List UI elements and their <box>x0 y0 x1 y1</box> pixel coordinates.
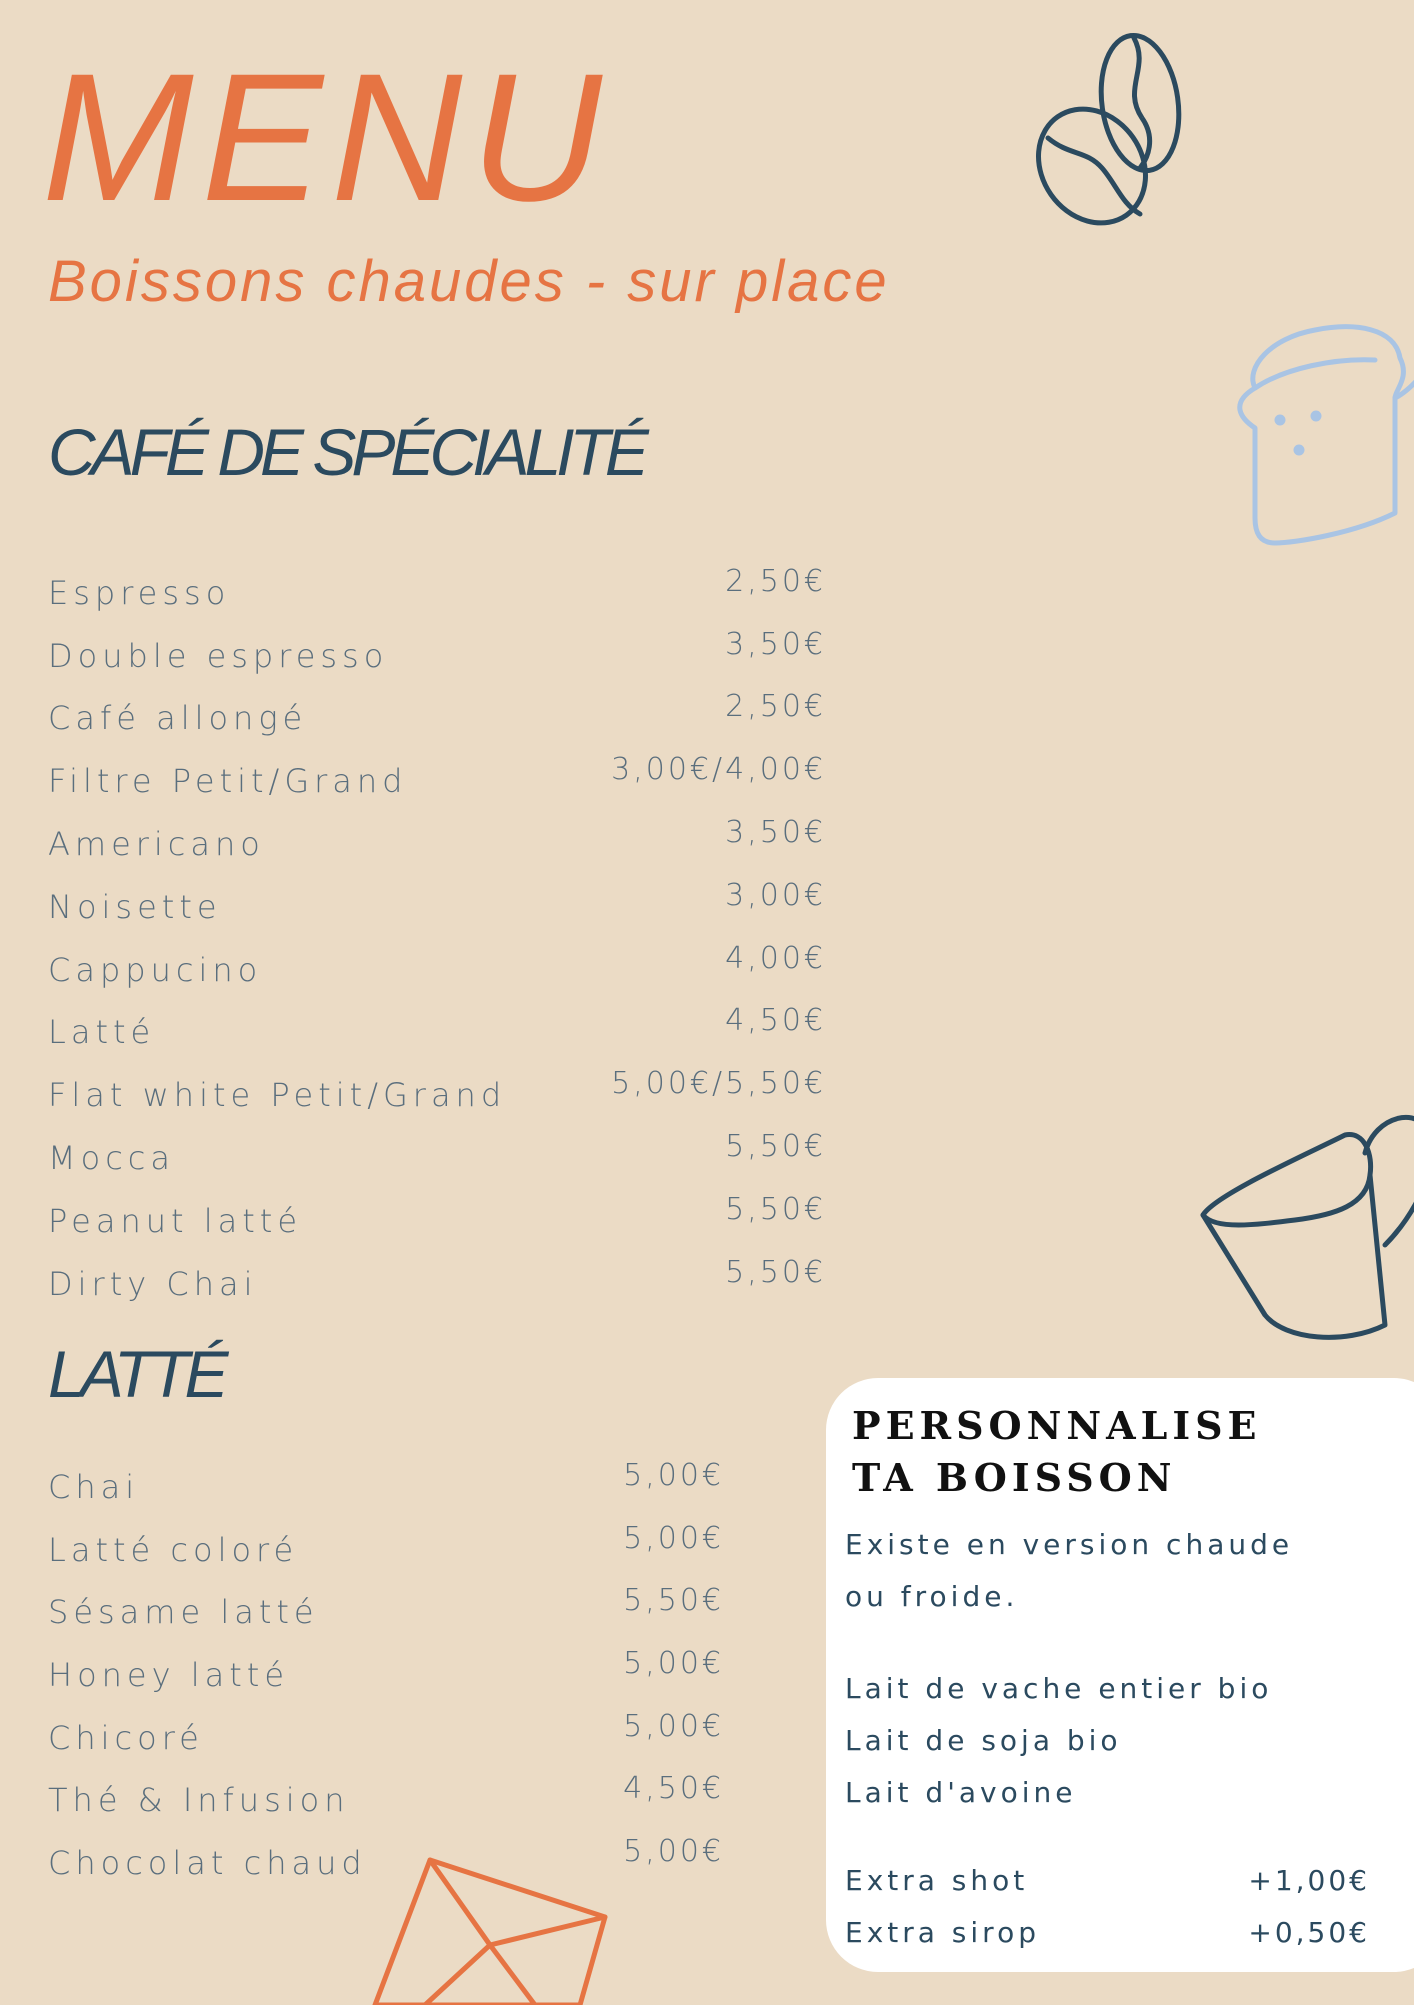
item-price: 3,00€/4,00€ <box>611 752 826 787</box>
item-name: Peanut latté <box>48 1202 303 1240</box>
item-price: 5,50€ <box>725 1129 826 1164</box>
item-price: 5,50€ <box>725 1255 826 1290</box>
menu-item <box>48 1834 724 1894</box>
latte-section-title: LATTÉ <box>48 1337 224 1411</box>
item-price: 3,50€ <box>725 815 826 850</box>
item-name: Flat white Petit/Grand <box>48 1076 507 1114</box>
item-price: 5,00€ <box>623 1458 724 1493</box>
menu-item <box>48 627 826 687</box>
menu-title: MENU <box>42 35 610 239</box>
item-name: Dirty Chai <box>48 1265 258 1303</box>
specialty-section-title: CAFÉ DE SPÉCIALITÉ <box>48 415 644 489</box>
customize-title-line-1: PERSONNALISE <box>852 1403 1262 1448</box>
item-name: Noisette <box>48 888 222 926</box>
item-price: 5,00€ <box>623 1834 724 1869</box>
item-name: Latté coloré <box>48 1531 299 1569</box>
item-name: Latté <box>48 1013 156 1051</box>
menu-item <box>48 1003 826 1063</box>
menu-item <box>48 878 826 938</box>
menu-item <box>48 1521 724 1581</box>
customize-title-line-2: TA BOISSON <box>852 1455 1177 1500</box>
extra-price: +1,00€ <box>1248 1864 1370 1897</box>
item-name: Double espresso <box>48 637 389 675</box>
item-price: 5,50€ <box>725 1192 826 1227</box>
menu-item <box>48 752 826 812</box>
item-price: 2,50€ <box>725 564 826 599</box>
item-name: Chocolat chaud <box>48 1844 367 1882</box>
item-price: 5,00€ <box>623 1709 724 1744</box>
coffee-cup-icon <box>1195 1095 1414 1350</box>
item-price: 5,00€/5,50€ <box>611 1066 826 1101</box>
item-price: 5,00€ <box>623 1646 724 1681</box>
milk-option: Lait de soja bio <box>845 1724 1122 1757</box>
item-price: 5,50€ <box>623 1583 724 1618</box>
menu-item <box>48 1192 826 1252</box>
menu-subtitle: Boissons chaudes - sur place <box>48 249 890 314</box>
item-name: Mocca <box>48 1139 175 1177</box>
customize-note-line-2: ou froide. <box>845 1580 1019 1613</box>
milk-option: Lait d'avoine <box>845 1776 1077 1809</box>
item-price: 5,00€ <box>623 1521 724 1556</box>
item-price: 3,00€ <box>725 878 826 913</box>
menu-item <box>48 1129 826 1189</box>
item-name: Chai <box>48 1468 140 1506</box>
extra-name: Extra shot <box>845 1864 1029 1897</box>
item-price: 2,50€ <box>725 689 826 724</box>
menu-item <box>48 1646 724 1706</box>
item-name: Espresso <box>48 574 231 612</box>
menu-item <box>48 564 826 624</box>
menu-item <box>48 1255 826 1315</box>
menu-item <box>48 1458 724 1518</box>
item-price: 4,50€ <box>623 1771 724 1806</box>
menu-item <box>48 1771 724 1831</box>
customize-title <box>852 1400 1262 1504</box>
coffee-beans-icon <box>1030 28 1200 243</box>
item-name: Filtre Petit/Grand <box>48 762 408 800</box>
menu-item <box>48 1583 724 1643</box>
extra-name: Extra sirop <box>845 1916 1040 1949</box>
item-name: Chicoré <box>48 1719 204 1757</box>
extra-price: +0,50€ <box>1248 1916 1370 1949</box>
milk-option: Lait de vache entier bio <box>845 1672 1273 1705</box>
customize-note-line-1: Existe en version chaude <box>845 1528 1294 1561</box>
item-price: 4,50€ <box>725 1003 826 1038</box>
item-name: Sésame latté <box>48 1593 319 1631</box>
item-name: Cappucino <box>48 951 263 989</box>
item-name: Café allongé <box>48 699 308 737</box>
item-name: Honey latté <box>48 1656 289 1694</box>
menu-item <box>48 689 826 749</box>
item-name: Thé & Infusion <box>48 1781 350 1819</box>
bread-icon <box>1215 318 1414 558</box>
menu-item <box>48 941 826 1001</box>
item-price: 4,00€ <box>725 941 826 976</box>
menu-item <box>48 1709 724 1769</box>
menu-item <box>48 815 826 875</box>
menu-item <box>48 1066 826 1126</box>
item-price: 3,50€ <box>725 627 826 662</box>
item-name: Americano <box>48 825 265 863</box>
